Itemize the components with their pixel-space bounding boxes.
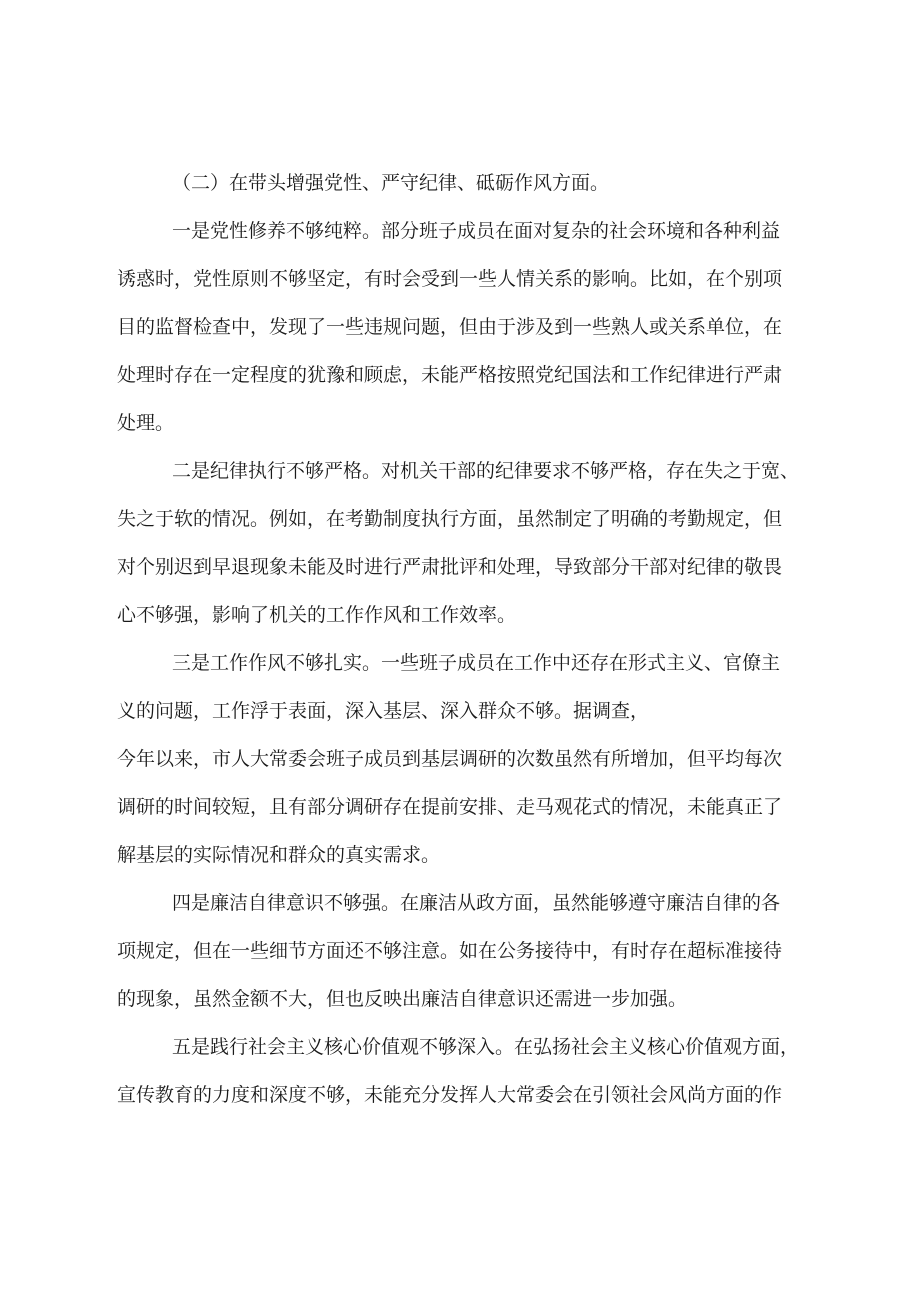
- paragraph-line: 处理时存在一定程度的犹豫和顾虑，未能严格按照党纪国法和工作纪律进行严肃: [117, 364, 783, 386]
- paragraph-line: 处理。: [117, 412, 175, 434]
- paragraph-line: 目的监督检查中，发现了一些违规问题，但由于涉及到一些熟人或关系单位，在: [117, 316, 783, 338]
- paragraph-line: 解基层的实际情况和群众的真实需求。: [117, 844, 441, 866]
- paragraph-line: 对个别迟到早退现象未能及时进行严肃批评和处理，导致部分干部对纪律的敬畏: [117, 556, 783, 578]
- paragraph-line: 五是践行社会主义核心价值观不够深入。在弘扬社会主义核心价值观方面，: [172, 1036, 800, 1058]
- section-heading: （二）在带头增强党性、严守纪律、砥砺作风方面。: [172, 172, 610, 194]
- paragraph-line: 的现象，虽然金额不大，但也反映出廉洁自律意识还需进一步加强。: [117, 988, 688, 1010]
- paragraph-line: 四是廉洁自律意识不够强。在廉洁从政方面，虽然能够遵守廉洁自律的各: [172, 892, 781, 914]
- paragraph-line: 项规定，但在一些细节方面还不够注意。如在公务接待中，有时存在超标准接待: [117, 940, 783, 962]
- paragraph-line: 义的问题，工作浮于表面，深入基层、深入群众不够。据调查，: [117, 700, 650, 722]
- paragraph-line: 诱惑时，党性原则不够坚定，有时会受到一些人情关系的影响。比如，在个别项: [117, 268, 783, 290]
- paragraph-line: 三是工作作风不够扎实。一些班子成员在工作中还存在形式主义、官僚主: [172, 652, 781, 674]
- paragraph-line: 调研的时间较短，且有部分调研存在提前安排、走马观花式的情况，未能真正了: [117, 796, 783, 818]
- paragraph-line: 今年以来，市人大常委会班子成员到基层调研的次数虽然有所增加，但平均每次: [117, 748, 783, 770]
- paragraph-line: 一是党性修养不够纯粹。部分班子成员在面对复杂的社会环境和各种利益: [172, 220, 781, 242]
- paragraph-line: 二是纪律执行不够严格。对机关干部的纪律要求不够严格，存在失之于宽、: [172, 460, 800, 482]
- paragraph-line: 宣传教育的力度和深度不够，未能充分发挥人大常委会在引领社会风尚方面的作: [117, 1084, 783, 1106]
- paragraph-line: 失之于软的情况。例如，在考勤制度执行方面，虽然制定了明确的考勤规定，但: [117, 508, 783, 530]
- paragraph-line: 心不够强，影响了机关的工作作风和工作效率。: [117, 604, 517, 626]
